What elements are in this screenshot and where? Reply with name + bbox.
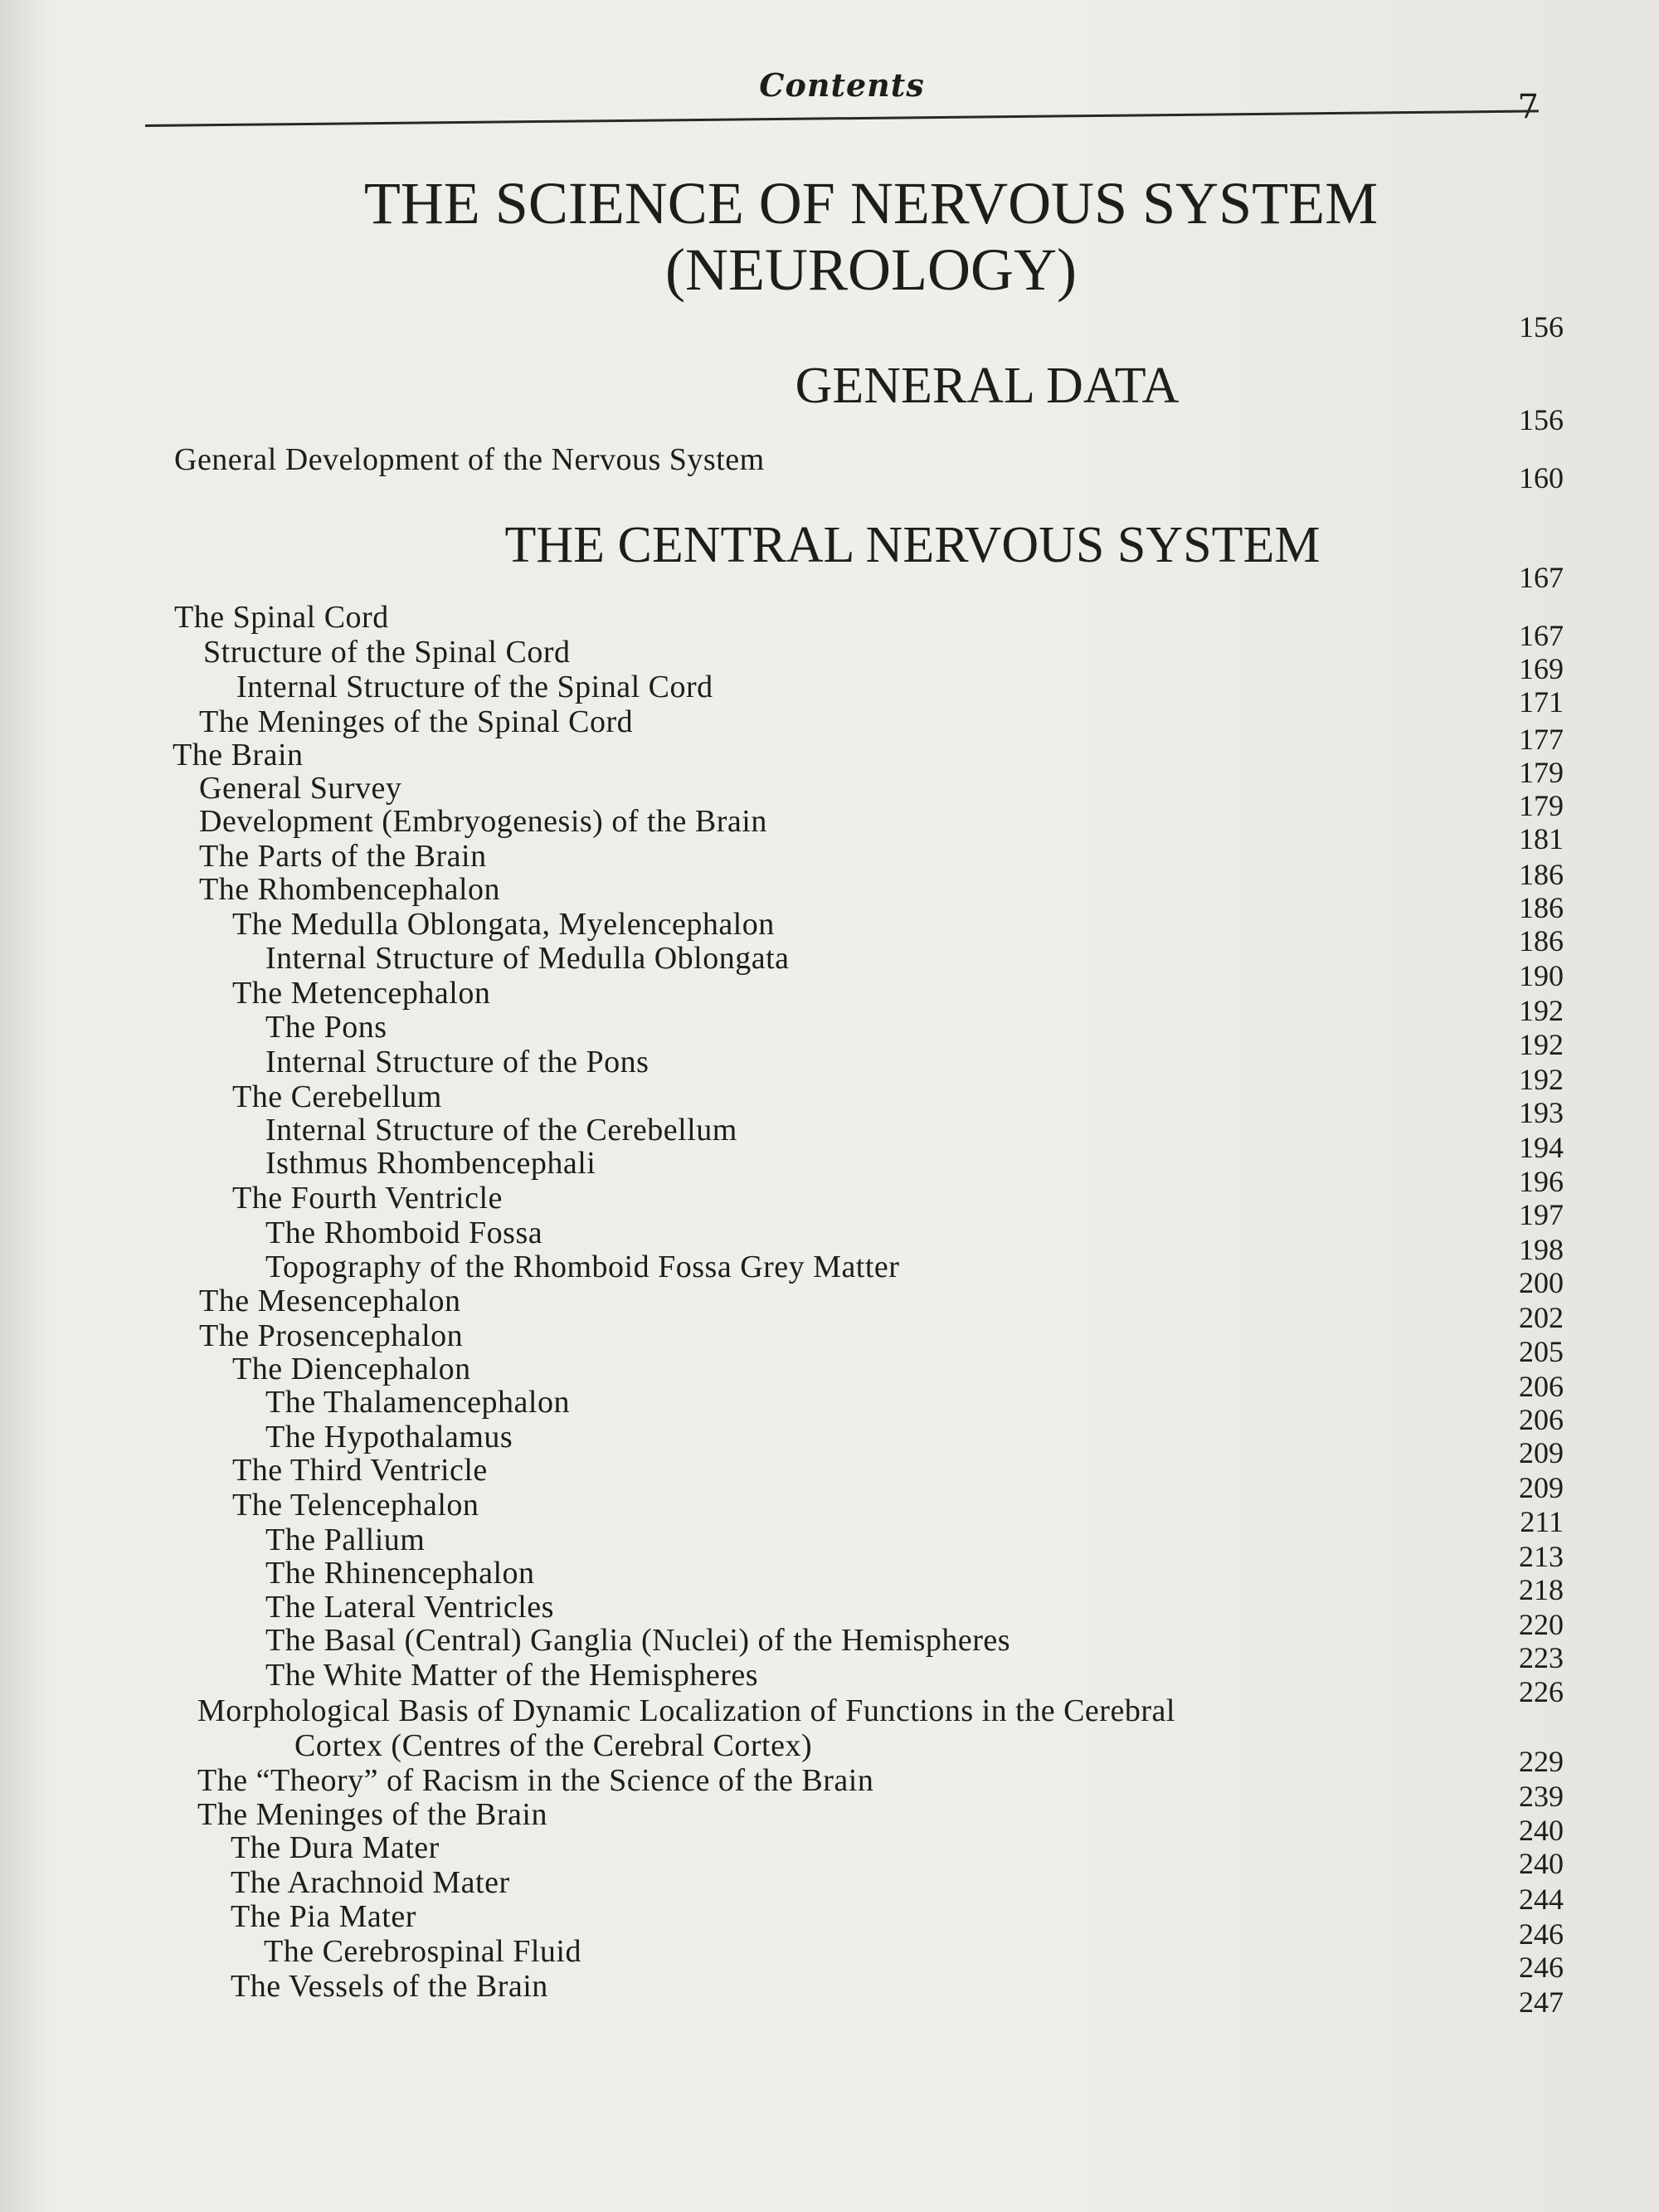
toc-entry-label: The “Theory” of Racism in the Science of the Brain: [197, 1763, 874, 1798]
section-title-cns: THE CENTRAL NERVOUS SYSTEM: [504, 517, 1321, 573]
toc-entry-label: The Rhinencephalon: [265, 1556, 535, 1591]
toc-entry-page: 239: [1519, 1780, 1564, 1813]
toc-entry-page: 186: [1519, 891, 1564, 924]
toc-entry-page: 192: [1519, 1063, 1564, 1096]
toc-entry-page: 246: [1519, 1951, 1564, 1984]
toc-entry-page: 205: [1519, 1335, 1564, 1368]
toc-entry-page: 200: [1519, 1266, 1564, 1299]
toc-entry-label: The Rhomboid Fossa: [265, 1216, 543, 1250]
toc-entry-label: The Telencephalon: [232, 1488, 479, 1523]
toc-entry-page: 229: [1519, 1745, 1564, 1778]
toc-entry-page: 177: [1519, 723, 1564, 756]
toc-entry-page: 181: [1519, 822, 1564, 855]
toc-entry-label: The Lateral Ventricles: [265, 1590, 554, 1625]
toc-entry-page: 206: [1519, 1403, 1564, 1436]
toc-entry-label: The Diencephalon: [232, 1352, 471, 1386]
toc-entry-label: The Vessels of the Brain: [231, 1969, 548, 2004]
toc-entry-page: 198: [1519, 1233, 1564, 1266]
toc-entry-page: 197: [1519, 1198, 1564, 1231]
toc-entry-page: 223: [1519, 1641, 1564, 1674]
toc-entry-label: The Rhombencephalon: [199, 872, 501, 907]
toc-entry-label: The Mesencephalon: [199, 1284, 461, 1318]
toc-entry-label: The Cerebellum: [232, 1079, 442, 1114]
toc-entry-label: Structure of the Spinal Cord: [203, 635, 571, 670]
section-page-general-data: 156: [1519, 403, 1564, 436]
toc-entry-label: The Metencephalon: [232, 976, 491, 1011]
toc-entry-page: 206: [1519, 1370, 1564, 1403]
toc-entry-page: 171: [1519, 685, 1564, 719]
toc-entry-label: The Fourth Ventricle: [232, 1181, 503, 1216]
toc-entry-page: 213: [1519, 1540, 1564, 1573]
toc-entry-page: 218: [1519, 1573, 1564, 1606]
toc-entry-label: General Survey: [199, 771, 402, 806]
toc-entry-page: 169: [1519, 652, 1564, 685]
toc-entry-label: The Dura Mater: [231, 1830, 440, 1865]
toc-entry-label: Topography of the Rhomboid Fossa Grey Matter: [265, 1250, 900, 1284]
toc-entry-page: 190: [1519, 959, 1564, 992]
section-title-line1: THE SCIENCE OF NERVOUS SYSTEM: [363, 170, 1379, 236]
page-number: 7: [1517, 88, 1539, 126]
toc-entry-page: 192: [1519, 994, 1564, 1027]
toc-entry-page: 186: [1519, 924, 1564, 957]
section-page-cns: 167: [1519, 561, 1564, 594]
toc-entry-label: The Meninges of the Brain: [197, 1797, 547, 1832]
section-page-neurology: 156: [1519, 310, 1564, 343]
toc-entry-label: The Basal (Central) Ganglia (Nuclei) of the Hemispheres: [265, 1623, 1011, 1658]
toc-entry-page: 226: [1519, 1675, 1564, 1708]
toc-entry-page: 211: [1520, 1505, 1564, 1538]
toc-entry-label: Development (Embryogenesis) of the Brain: [199, 804, 767, 839]
toc-entry-label: The Meninges of the Spinal Cord: [199, 704, 634, 739]
section-title-line2: (NEUROLOGY): [665, 236, 1077, 303]
toc-entry-label: The White Matter of the Hemispheres: [265, 1658, 758, 1693]
toc-entry-page: 192: [1519, 1028, 1564, 1061]
toc-entry-page: 240: [1519, 1814, 1564, 1847]
toc-entry-page: 193: [1519, 1096, 1564, 1129]
toc-entry-label: General Development of the Nervous System: [174, 442, 765, 477]
toc-entry-page: 194: [1519, 1131, 1564, 1164]
toc-entry-page: 240: [1519, 1847, 1564, 1880]
toc-entry-page: 246: [1519, 1917, 1564, 1951]
toc-entry-page: 167: [1519, 619, 1564, 652]
toc-entry-label: Internal Structure of the Spinal Cord: [236, 670, 713, 704]
toc-entry-page: 196: [1519, 1165, 1564, 1198]
toc-entry-label: The Pallium: [265, 1523, 426, 1557]
toc-entry-label: The Spinal Cord: [174, 600, 389, 635]
toc-entry-label: The Third Ventricle: [232, 1453, 488, 1488]
toc-entry-page: 186: [1519, 858, 1564, 891]
toc-entry-label: Internal Structure of Medulla Oblongata: [265, 941, 790, 976]
toc-entry-label: Isthmus Rhombencephali: [265, 1146, 596, 1181]
toc-entry-page: 209: [1519, 1436, 1564, 1469]
toc-entry-label: The Parts of the Brain: [199, 839, 487, 874]
toc-entry-label: The Cerebrospinal Fluid: [264, 1934, 581, 1969]
toc-entry-label: The Hypothalamus: [265, 1420, 513, 1454]
toc-entry-label: The Medulla Oblongata, Myelencephalon: [232, 907, 775, 942]
toc-entry-label: Internal Structure of the Pons: [265, 1045, 649, 1079]
running-title: Contents: [759, 66, 925, 104]
toc-entry-label: Cortex (Centres of the Cerebral Cortex): [294, 1728, 813, 1763]
toc-entry-page: 220: [1519, 1608, 1564, 1641]
toc-entry-label: The Arachnoid Mater: [231, 1865, 510, 1900]
toc-entry-page: 202: [1519, 1301, 1564, 1334]
toc-entry-page: 209: [1519, 1471, 1564, 1504]
toc-entry-label: The Pia Mater: [231, 1899, 416, 1934]
toc-entry-page: 179: [1519, 789, 1564, 822]
toc-entry-label: The Pons: [265, 1010, 387, 1045]
toc-entry-label: The Brain: [173, 738, 304, 772]
toc-entry-label: Morphological Basis of Dynamic Localization of Functions in the Cerebral: [197, 1693, 1175, 1728]
toc-entry-label: Internal Structure of the Cerebellum: [265, 1113, 737, 1147]
toc-entry-page: 244: [1519, 1883, 1564, 1916]
toc-entry-page: 179: [1519, 756, 1564, 789]
toc-entry-label: The Thalamencephalon: [265, 1385, 570, 1420]
toc-entry-label: The Prosencephalon: [199, 1318, 464, 1353]
toc-entry-page: 160: [1519, 461, 1564, 495]
toc-entry-page: 247: [1519, 1985, 1564, 2019]
section-title-general-data: GENERAL DATA: [795, 358, 1180, 414]
